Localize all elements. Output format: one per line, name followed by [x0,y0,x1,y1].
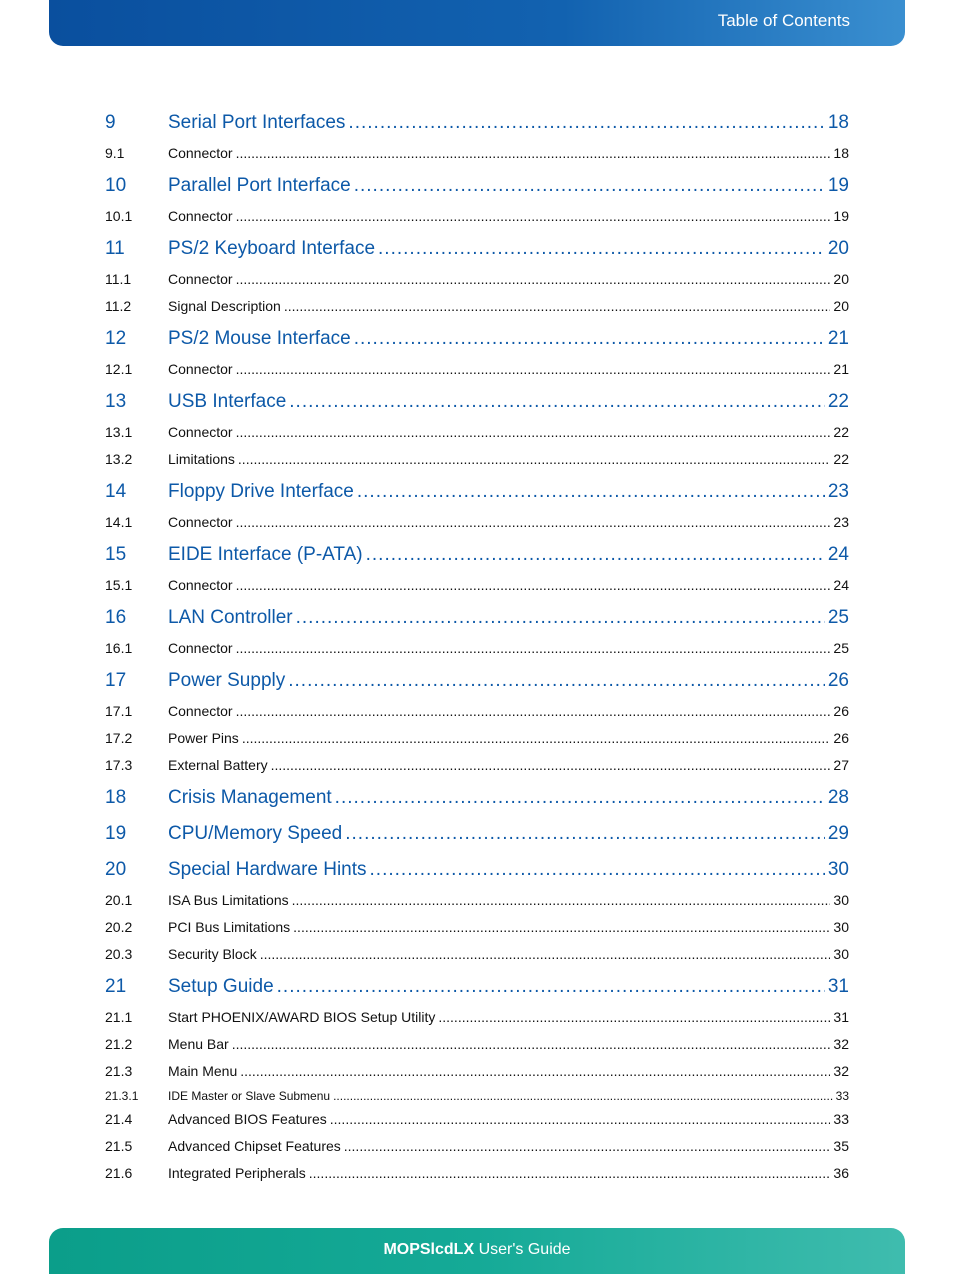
toc-entry-number: 15 [105,544,127,565]
toc-entry[interactable] [105,1060,849,1087]
toc-entry-title[interactable]: Power Supply [168,670,286,691]
toc-entry-title[interactable]: Connector [168,514,233,530]
toc-entry-title[interactable]: Advanced Chipset Features [168,1138,341,1154]
toc-entry[interactable] [105,358,849,385]
toc-entry[interactable] [105,232,849,268]
toc-entry-page[interactable]: 24 [833,577,849,593]
toc-entry[interactable] [105,574,849,601]
toc-entry-title[interactable]: Menu Bar [168,1036,229,1052]
toc-entry[interactable] [105,169,849,205]
toc-entry-title[interactable]: Connector [168,208,233,224]
toc-entry[interactable] [105,637,849,664]
dot-leader [271,754,831,776]
toc-entry-number: 14.1 [105,514,133,530]
toc-entry-number: 12.1 [105,361,133,377]
toc-entry-title[interactable]: Integrated Peripherals [168,1165,306,1181]
toc-entry-number: 21.3.1 [105,1089,139,1103]
toc-entry-title[interactable]: Start PHOENIX/AWARD BIOS Setup Utility [168,1009,436,1025]
toc-entry-number: 11.1 [105,271,132,287]
toc-entry[interactable] [105,664,849,700]
toc-entry-page[interactable]: 33 [835,1089,849,1103]
toc-entry-page[interactable]: 22 [833,424,849,440]
toc-entry[interactable] [105,754,849,781]
toc-entry[interactable] [105,1006,849,1033]
page-footer [49,1228,905,1274]
toc-entry-title[interactable]: Floppy Drive Interface [168,481,354,502]
toc-entry[interactable] [105,970,849,1006]
toc-entry-title[interactable]: LAN Controller [168,607,293,628]
toc-entry-number: 10 [105,175,127,196]
toc-entry-number: 13.2 [105,451,133,467]
toc-entry-number: 21.2 [105,1036,133,1052]
toc-entry-page[interactable]: 32 [833,1063,849,1079]
toc-entry-title[interactable]: Setup Guide [168,976,274,997]
dot-leader [354,325,825,353]
dot-leader [284,295,831,317]
table-of-contents [105,106,849,1189]
toc-entry-page[interactable]: 22 [827,391,849,412]
footer-text [49,1241,905,1259]
toc-entry-title[interactable]: Security Block [168,946,257,962]
dot-leader [236,637,831,659]
toc-entry-page[interactable]: 26 [833,703,849,719]
toc-entry-page[interactable]: 26 [833,730,849,746]
toc-entry-title[interactable]: Parallel Port Interface [168,175,351,196]
toc-entry[interactable] [105,943,849,970]
toc-entry-title[interactable]: PS/2 Mouse Interface [168,328,351,349]
toc-entry[interactable] [105,916,849,943]
dot-leader [236,574,831,596]
header-title: Table of Contents [717,11,850,30]
toc-entry-page[interactable]: 29 [827,823,849,844]
toc-entry-number: 15.1 [105,577,133,593]
dot-leader [236,268,831,290]
toc-entry-title[interactable]: Main Menu [168,1063,238,1079]
dot-leader [236,421,831,443]
toc-entry-page[interactable]: 20 [827,238,849,259]
dot-leader [240,1060,830,1082]
toc-entry[interactable] [105,1135,849,1162]
dot-leader [293,916,830,938]
toc-entry[interactable] [105,1087,849,1108]
toc-entry-number: 13.1 [105,424,133,440]
toc-entry[interactable] [105,142,849,169]
toc-entry-page[interactable]: 19 [833,208,849,224]
toc-entry-number: 17 [105,670,127,691]
toc-entry-number: 21.5 [105,1138,133,1154]
toc-entry[interactable] [105,205,849,232]
toc-entry-number: 11.2 [105,298,132,314]
toc-entry[interactable] [105,106,849,142]
dot-leader [354,172,825,200]
toc-entry-title[interactable]: ISA Bus Limitations [168,892,289,908]
toc-entry[interactable] [105,727,849,754]
dot-leader [236,205,831,227]
dot-leader [260,943,831,965]
toc-entry-number: 17.1 [105,703,133,719]
toc-entry-page[interactable]: 21 [833,361,849,377]
toc-entry[interactable] [105,1108,849,1135]
toc-entry[interactable] [105,421,849,448]
toc-entry-page[interactable]: 30 [827,859,849,880]
dot-leader [378,235,825,263]
toc-entry[interactable] [105,1162,849,1189]
dot-leader [236,700,831,722]
toc-entry-title[interactable]: EIDE Interface (P-ATA) [168,544,363,565]
toc-entry-title[interactable]: Signal Description [168,298,281,314]
toc-entry-title[interactable]: Crisis Management [168,787,332,808]
toc-entry-title[interactable]: Limitations [168,451,235,467]
dot-leader [236,142,831,164]
toc-entry-number: 17.3 [105,757,133,773]
dot-leader [345,820,825,848]
dot-leader [289,388,825,416]
dot-leader [277,973,825,1001]
dot-leader [309,1162,831,1184]
toc-entry-title[interactable]: Connector [168,424,233,440]
toc-entry-title[interactable]: Connector [168,640,233,656]
toc-entry-page[interactable]: 19 [827,175,849,196]
toc-entry[interactable] [105,475,849,511]
toc-entry-number: 20.3 [105,946,133,962]
toc-entry-number: 21.3 [105,1063,133,1079]
toc-entry-page[interactable]: 30 [833,919,849,935]
toc-entry-page[interactable]: 28 [827,787,849,808]
toc-entry-page[interactable]: 32 [833,1036,849,1052]
toc-entry-title[interactable]: USB Interface [168,391,287,412]
toc-entry-title[interactable]: Power Pins [168,730,239,746]
toc-entry-page[interactable]: 20 [833,298,849,314]
toc-entry[interactable] [105,1033,849,1060]
toc-entry-page[interactable]: 22 [833,451,849,467]
toc-entry-number: 14 [105,481,127,502]
toc-entry-title[interactable]: CPU/Memory Speed [168,823,343,844]
toc-entry-number: 10.1 [105,208,133,224]
toc-entry-number: 13 [105,391,127,412]
toc-entry-number: 20.2 [105,919,133,935]
toc-entry[interactable] [105,268,849,295]
toc-entry-number: 16.1 [105,640,133,656]
toc-entry-number: 17.2 [105,730,133,746]
dot-leader [288,667,825,695]
dot-leader [366,541,825,569]
toc-entry-page[interactable]: 25 [833,640,849,656]
toc-entry-number: 12 [105,328,127,349]
dot-leader [236,511,831,533]
toc-entry-title[interactable]: Connector [168,271,233,287]
toc-entry-title[interactable]: Special Hardware Hints [168,859,367,880]
toc-entry-page[interactable]: 18 [827,112,849,133]
dot-leader [296,604,825,632]
page-header [49,0,905,46]
dot-leader [357,478,825,506]
toc-entry-number: 11 [105,238,125,259]
dot-leader [333,1087,833,1105]
dot-leader [236,358,831,380]
toc-entry-number: 18 [105,787,127,808]
toc-entry-number: 16 [105,607,127,628]
toc-entry[interactable] [105,601,849,637]
toc-entry-page[interactable]: 36 [833,1165,849,1181]
toc-entry-number: 9 [105,112,116,133]
dot-leader [335,784,825,812]
toc-entry-number: 21 [105,976,127,997]
toc-entry-page[interactable]: 20 [833,271,849,287]
toc-entry[interactable] [105,889,849,916]
toc-entry-title[interactable]: External Battery [168,757,268,773]
toc-entry-page[interactable]: 18 [833,145,849,161]
dot-leader [242,727,831,749]
toc-entry[interactable] [105,448,849,475]
toc-entry-number: 21.6 [105,1165,133,1181]
dot-leader [438,1006,830,1028]
toc-entry[interactable] [105,511,849,538]
dot-leader [370,856,825,884]
toc-entry[interactable] [105,322,849,358]
toc-entry-page[interactable]: 33 [833,1111,849,1127]
toc-entry-number: 21.1 [105,1009,133,1025]
toc-entry[interactable] [105,781,849,817]
toc-entry-title[interactable]: PS/2 Keyboard Interface [168,238,376,259]
toc-entry-number: 9.1 [105,145,125,161]
toc-entry[interactable] [105,295,849,322]
footer-product: MOPSlcdLX [383,1241,475,1258]
toc-entry-title[interactable]: Advanced BIOS Features [168,1111,327,1127]
toc-entry-number: 20 [105,859,127,880]
dot-leader [238,448,831,470]
toc-entry[interactable] [105,817,849,853]
dot-leader [344,1135,831,1157]
toc-entry-page[interactable]: 30 [833,946,849,962]
toc-entry-page[interactable]: 23 [833,514,849,530]
footer-guide: User's Guide [478,1241,571,1258]
toc-entry-number: 20.1 [105,892,133,908]
toc-entry-page[interactable]: 31 [827,976,849,997]
toc-entry-page[interactable]: 24 [827,544,849,565]
dot-leader [348,109,824,137]
toc-entry[interactable] [105,700,849,727]
dot-leader [232,1033,831,1055]
toc-entry-title[interactable]: IDE Master or Slave Submenu [168,1089,331,1103]
toc-entry-page[interactable]: 23 [827,481,849,502]
toc-entry-title[interactable]: Connector [168,361,233,377]
toc-entry-page[interactable]: 26 [827,670,849,691]
toc-entry-title[interactable]: Connector [168,145,233,161]
toc-entry-number: 21.4 [105,1111,133,1127]
toc-entry-page[interactable]: 25 [827,607,849,628]
toc-entry-page[interactable]: 30 [833,892,849,908]
dot-leader [292,889,831,911]
toc-entry-page[interactable]: 31 [833,1009,849,1025]
toc-entry[interactable] [105,853,849,889]
dot-leader [330,1108,831,1130]
toc-entry[interactable] [105,385,849,421]
toc-entry-title[interactable]: Connector [168,577,233,593]
toc-entry-page[interactable]: 21 [827,328,849,349]
toc-entry-page[interactable]: 35 [833,1138,849,1154]
toc-entry-number: 19 [105,823,127,844]
toc-entry-title[interactable]: Connector [168,703,233,719]
toc-entry-title[interactable]: Serial Port Interfaces [168,112,346,133]
toc-entry[interactable] [105,538,849,574]
toc-entry-page[interactable]: 27 [833,757,849,773]
toc-entry-title[interactable]: PCI Bus Limitations [168,919,291,935]
